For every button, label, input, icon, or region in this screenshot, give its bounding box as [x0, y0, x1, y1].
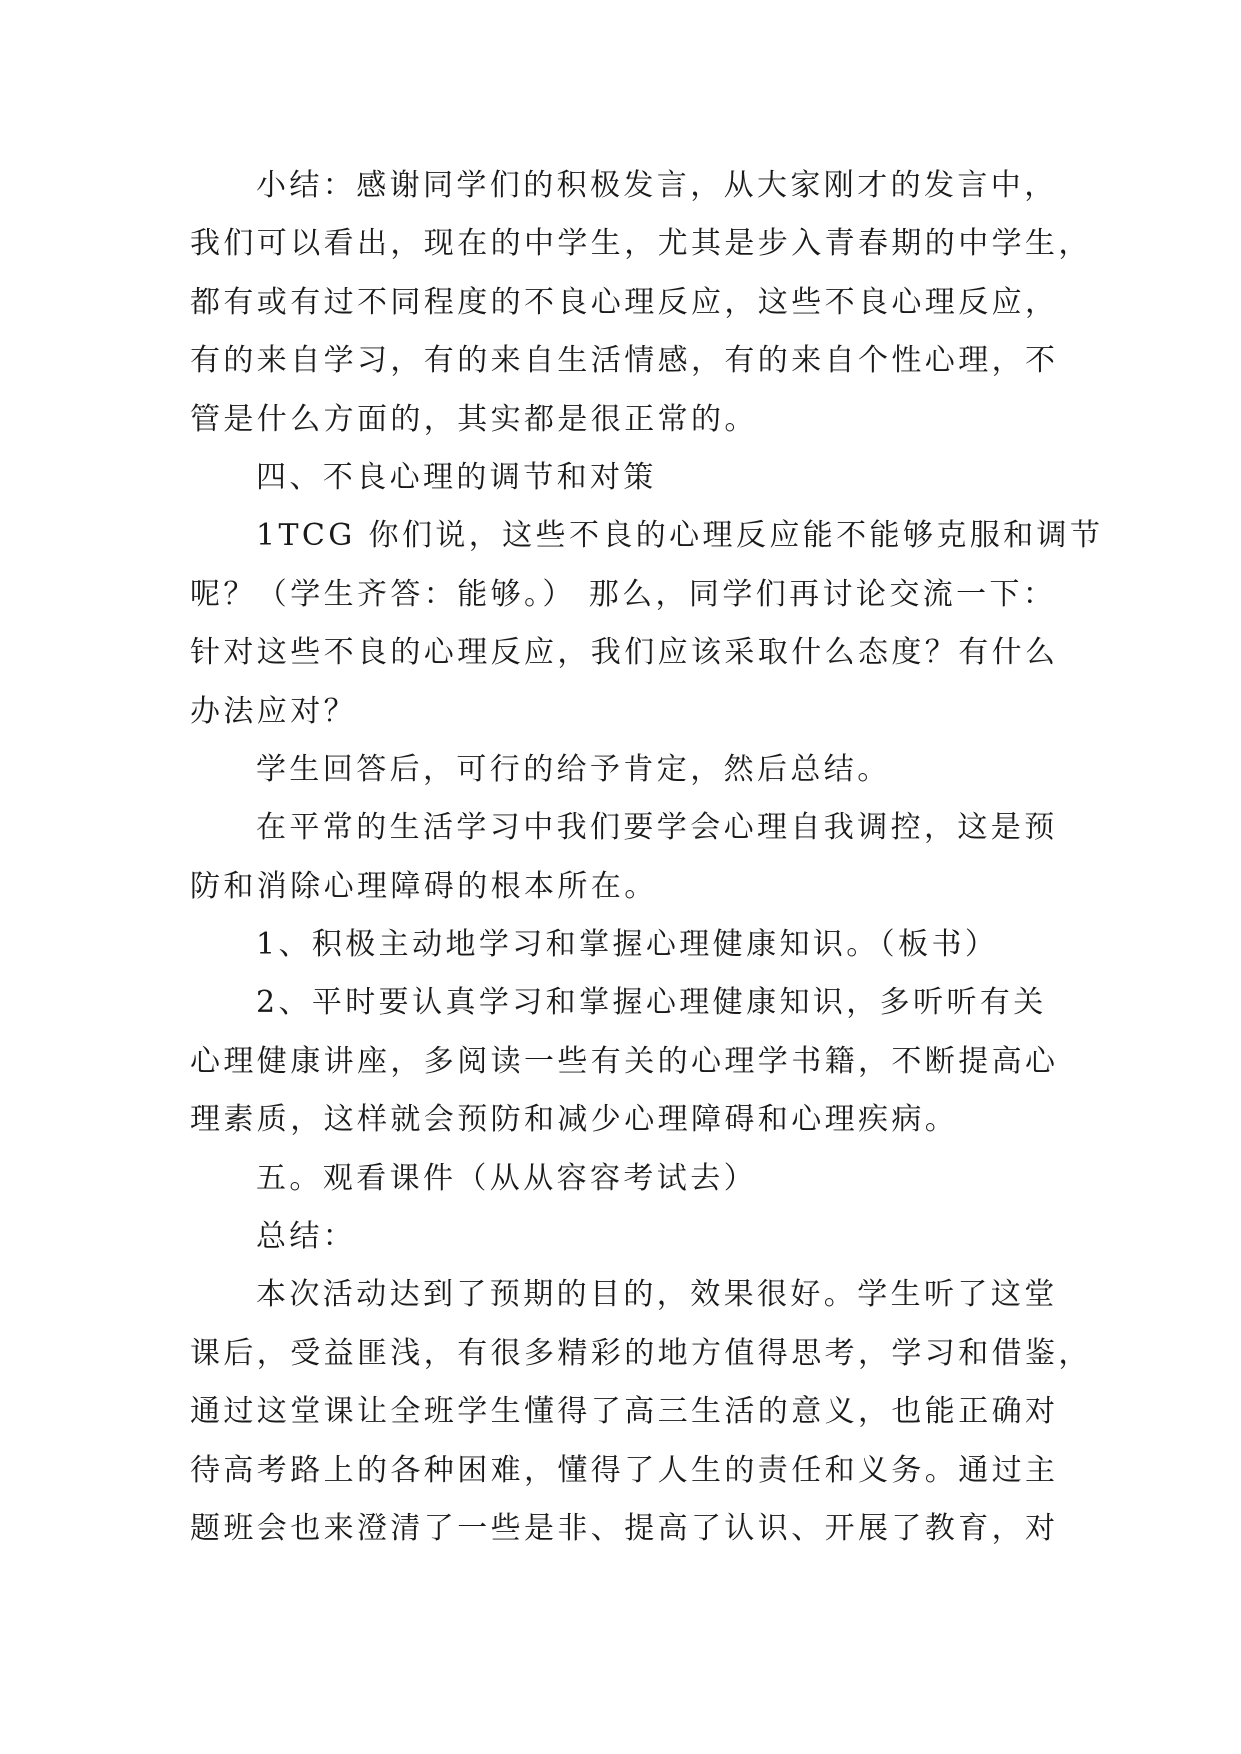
text-line: 针对这些不良的心理反应，我们应该采取什么态度？有什么 — [190, 635, 1059, 671]
text-line: 在平常的生活学习中我们要学会心理自我调控，这是预 — [256, 810, 1058, 846]
text-line: 待高考路上的各种困难，懂得了人生的责任和义务。通过主 — [190, 1452, 1059, 1488]
text-line: 五。观看课件（从从容容考试去） — [256, 1160, 757, 1196]
text-line: 1、积极主动地学习和掌握心理健康知识。（板书） — [256, 927, 999, 963]
text-line: 呢？（学生齐答：能够。） 那么，同学们再讨论交流一下： — [190, 576, 1057, 612]
text-line: 总结： — [256, 1219, 357, 1255]
text-line: 2、平时要认真学习和掌握心理健康知识，多听听有关 — [256, 985, 1047, 1021]
text-line: 办法应对？ — [190, 693, 357, 729]
text-line: 心理健康讲座，多阅读一些有关的心理学书籍，不断提高心 — [190, 1043, 1059, 1079]
text-line: 都有或有过不同程度的不良心理反应，这些不良心理反应， — [190, 284, 1059, 320]
text-line: 四、不良心理的调节和对策 — [256, 459, 657, 495]
text-line: 有的来自学习，有的来自生活情感，有的来自个性心理，不 — [190, 343, 1059, 379]
text-line: 防和消除心理障碍的根本所在。 — [190, 868, 658, 904]
text-line: 题班会也来澄清了一些是非、提高了认识、开展了教育，对 — [190, 1510, 1059, 1546]
text-line: 1TCG 你们说，这些不良的心理反应能不能够克服和调节 — [256, 518, 1104, 554]
text-line: 管是什么方面的，其实都是很正常的。 — [190, 401, 758, 437]
text-line: 课后，受益匪浅，有很多精彩的地方值得思考，学习和借鉴， — [190, 1335, 1092, 1371]
text-line: 我们可以看出，现在的中学生，尤其是步入青春期的中学生， — [190, 226, 1092, 262]
text-line: 通过这堂课让全班学生懂得了高三生活的意义，也能正确对 — [190, 1394, 1059, 1430]
text-line: 学生回答后，可行的给予肯定，然后总结。 — [256, 751, 891, 787]
text-line: 小结：感谢同学们的积极发言，从大家刚才的发言中， — [256, 168, 1058, 203]
text-line: 理素质，这样就会预防和减少心理障碍和心理疾病。 — [190, 1102, 959, 1138]
text-line: 本次活动达到了预期的目的，效果很好。学生听了这堂 — [256, 1277, 1058, 1313]
document-text-body — [190, 157, 1104, 1558]
